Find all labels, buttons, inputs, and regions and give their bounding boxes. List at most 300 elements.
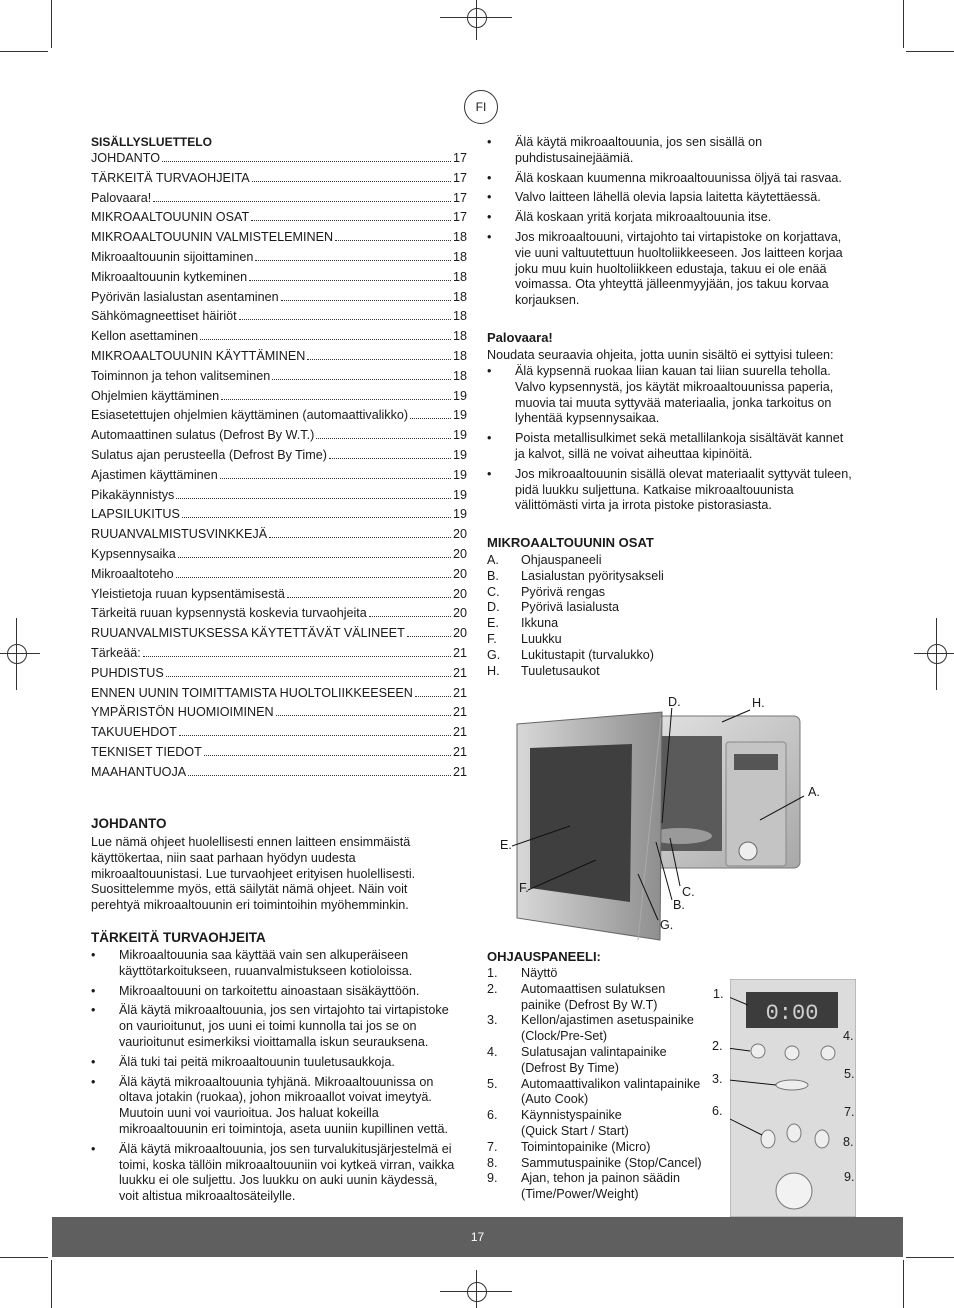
parts-list-item: [487, 553, 664, 569]
toc-entry: [91, 527, 467, 547]
intro-paragraph: [91, 835, 471, 914]
toc-leader-dots: [272, 379, 451, 380]
toc-entry: [91, 171, 467, 191]
panel-item-line: Sulatusajan valintapainike: [521, 1044, 667, 1059]
toc-entry-label: Ajastimen käyttäminen: [91, 467, 218, 482]
toc-entry-page: 20: [452, 626, 467, 641]
toc-leader-dots: [220, 478, 451, 479]
bullet-dot: •: [487, 135, 492, 149]
toc-entry-label: RUUANVALMISTUSVINKKEJÄ: [91, 527, 268, 542]
bullet-text: [515, 364, 833, 427]
panel-item-line: (Time/Power/Weight): [521, 1187, 639, 1202]
toc-entry-page: 17: [452, 190, 467, 205]
callout-g: G.: [660, 918, 674, 932]
toc-entry-page: 18: [452, 368, 467, 383]
toc-leader-dots: [153, 201, 451, 202]
toc-entry-page: 18: [452, 249, 467, 264]
bullet-text: [515, 210, 771, 226]
parts-item-label: Ikkuna: [521, 616, 559, 631]
toc-entry: [91, 408, 467, 428]
bullet-line: Älä koskaan yritä korjata mikroaaltouunia itse.: [515, 210, 772, 225]
panel-callout-8: 8.: [843, 1135, 854, 1149]
toc-entry-label: Pyörivän lasialustan asentaminen: [91, 289, 279, 304]
bullet-text: [515, 431, 843, 463]
parts-item-label: Tuuletusaukot: [521, 663, 600, 678]
toc-leader-dots: [182, 517, 451, 518]
toc-entry: [91, 329, 467, 349]
panel-item-text: [521, 982, 665, 1014]
panel-item-line: Sammutuspainike (Stop/Cancel): [521, 1155, 702, 1170]
bullet-line: joku muu kuin huoltoliikkeen edustaja, takuu ei ole enää: [515, 261, 827, 276]
parts-list-item: [487, 616, 664, 632]
toc-entry-page: 21: [452, 705, 467, 720]
toc-entry: [91, 230, 467, 250]
toc-leader-dots: [162, 161, 451, 162]
toc-entry-page: 21: [452, 685, 467, 700]
toc-entry-label: MAAHANTUOJA: [91, 764, 187, 779]
panel-item-line: Automaattivalikon valintapainike: [521, 1076, 701, 1091]
callout-h: H.: [752, 696, 765, 710]
registration-mark: [0, 653, 40, 654]
toc-entry-label: Kypsennysaika: [91, 546, 176, 561]
registration-mark: [467, 8, 487, 28]
panel-item-line: Kellon/ajastimen asetuspainike: [521, 1013, 694, 1028]
fire-list: [487, 364, 867, 518]
toc-entry-label: PUHDISTUS: [91, 665, 164, 680]
bullet-dot: •: [487, 466, 492, 481]
toc-entry-label: MIKROAALTOUUNIN KÄYTTÄMINEN: [91, 348, 306, 363]
panel-list-item: [487, 982, 702, 1014]
toc-entry: [91, 725, 467, 745]
toc-entry-page: 20: [452, 527, 467, 542]
toc-entry: [91, 547, 467, 567]
panel-item-key: 6.: [487, 1108, 498, 1123]
panel-callout-5: 5.: [844, 1067, 855, 1081]
toc-leader-dots: [287, 597, 451, 598]
toc-entry: [91, 765, 467, 785]
page-number: 17: [470, 1230, 485, 1244]
crop-mark: [0, 1257, 48, 1258]
bullet-dot: •: [487, 229, 492, 244]
toc-entry-page: 18: [452, 289, 467, 304]
toc-entry: [91, 349, 467, 369]
parts-item-label: Ohjauspaneeli: [521, 553, 602, 567]
footer-bar: [52, 1217, 903, 1257]
toc-entry-label: TAKUUEHDOT: [91, 725, 177, 740]
toc-entry-page: 21: [452, 764, 467, 779]
toc-entry-page: 18: [452, 309, 467, 324]
bullet-item: [91, 948, 467, 980]
toc-entry-page: 21: [452, 744, 467, 759]
parts-item-key: B.: [487, 568, 499, 583]
toc-leader-dots: [178, 557, 451, 558]
bullet-dot: •: [487, 431, 492, 446]
toc-leader-dots: [221, 399, 451, 400]
panel-item-text: [521, 1171, 680, 1203]
registration-mark: [7, 644, 27, 664]
toc-entry-label: MIKROAALTOUUNIN OSAT: [91, 210, 250, 225]
bullet-line: Älä koskaan kuumenna mikroaaltouunissa öljyä tai rasvaa.: [515, 170, 842, 185]
bullet-line: vaurioitunut esimerkiksi vioittamalla iskun seurauksena.: [119, 1034, 429, 1049]
panel-item-text: [521, 966, 557, 982]
bullet-line: oltava jotakin (ruokaa), johon mikroaallot voivat imeytyä.: [119, 1090, 432, 1105]
toc-entry: [91, 191, 467, 211]
safety-list-right: [487, 135, 867, 313]
language-badge: FI: [464, 90, 498, 124]
safety-list-left: [91, 948, 467, 1209]
parts-item-label: Lukitustapit (turvalukko): [521, 647, 654, 662]
toc-entry-page: 18: [452, 329, 467, 344]
panel-callout-9: 9.: [844, 1170, 855, 1184]
toc-leader-dots: [143, 656, 451, 657]
parts-list-item: [487, 632, 664, 648]
bullet-text: [515, 467, 852, 514]
bullet-line: ja kalvot, sillä ne voivat aiheuttaa kipinöitä.: [515, 446, 753, 461]
toc-entry-label: Palovaara!: [91, 190, 152, 205]
toc-entry-label: Mikroaaltouunin sijoittaminen: [91, 249, 254, 264]
toc-entry-label: TÄRKEITÄ TURVAOHJEITA: [91, 170, 250, 185]
panel-item-key: 5.: [487, 1076, 498, 1091]
parts-list: [487, 553, 664, 679]
toc-entry: [91, 151, 467, 171]
panel-item-key: 9.: [487, 1171, 498, 1186]
control-panel-photo: [730, 979, 856, 1217]
callout-a: A.: [808, 785, 820, 799]
toc-leader-dots: [249, 280, 451, 281]
toc-leader-dots: [166, 676, 451, 677]
toc-entry-label: Tärkeitä ruuan kypsennystä koskevia turvaohjeita: [91, 606, 367, 621]
display-readout: 0:00: [765, 1001, 819, 1026]
intro-line: käyttökertaa, niin saat parhaan hyödyn uudesta: [91, 850, 356, 865]
toc-leader-dots: [407, 636, 451, 637]
toc-entry-page: 19: [452, 408, 467, 423]
intro-line: mikroaaltouunistasi. Lue turvaohjeet erityisen huolellisesti.: [91, 866, 416, 881]
toc-entry-label: Mikroaaltouunin kytkeminen: [91, 269, 248, 284]
intro-line: Suosittelemme myös, että säilytät nämä ohjeet. Näin voit: [91, 882, 408, 897]
registration-mark: [927, 644, 947, 664]
toc-entry-label: Sähkömagneettiset häiriöt: [91, 309, 237, 324]
panel-list-item: [487, 1156, 702, 1172]
bullet-line: mikroaaltouunin eri toimintoja, aseta uuniin kupillinen vettä.: [119, 1121, 449, 1136]
toc-entry-label: Esiasetettujen ohjelmien käyttäminen (automaattivalikko): [91, 408, 409, 423]
toc-entry: [91, 210, 467, 230]
door-window: [530, 744, 632, 902]
bullet-line: Valvo laitteen lähellä olevia lapsia laitetta käytettäessä.: [515, 190, 821, 205]
toc-entry-page: 17: [452, 151, 467, 165]
intro-line: perehtyä mikroaaltouunin eri toimintoihin myöhemminkin.: [91, 898, 409, 913]
bullet-line: vie uuni valtuutettuun huoltoliikkeeseen. Jos laitteen korjaa: [515, 245, 843, 260]
bullet-line: lyhentää kypsennysaikaa.: [515, 411, 660, 426]
fire-heading: Palovaara!: [487, 330, 553, 345]
panel-item-line: Toimintopainike (Micro): [521, 1139, 651, 1154]
bullet-text: [515, 171, 842, 187]
toc-entry: [91, 646, 467, 666]
bullet-text: [119, 948, 412, 980]
parts-item-key: C.: [487, 584, 500, 599]
panel-item-text: [521, 1108, 629, 1140]
bullet-dot: •: [91, 1141, 96, 1156]
toc-leader-dots: [335, 240, 451, 241]
parts-item-label: Lasialustan pyöritysakseli: [521, 568, 664, 583]
panel-item-line: (Defrost By Time): [521, 1060, 619, 1075]
parts-list-item: [487, 664, 664, 680]
toc-entry: [91, 587, 467, 607]
toc-entry-page: 18: [452, 269, 467, 284]
toc-entry: [91, 745, 467, 765]
panel-item-text: [521, 1013, 694, 1045]
parts-item-label: Pyörivä lasialusta: [521, 600, 619, 615]
bullet-text: [119, 1055, 395, 1071]
stop-button: [815, 1130, 829, 1148]
start-button: [761, 1130, 775, 1148]
bullet-line: Poista metallisulkimet sekä metallilankoja sisältävät kannet: [515, 431, 844, 446]
toc-entry-page: 20: [452, 606, 467, 621]
safety-heading: TÄRKEITÄ TURVAOHJEITA: [91, 930, 266, 945]
toc-leader-dots: [307, 359, 451, 360]
toc-entry-page: 19: [452, 467, 467, 482]
toc-entry: [91, 468, 467, 488]
toc-entry: [91, 488, 467, 508]
panel-list-item: [487, 1045, 702, 1077]
parts-item-key: F.: [487, 631, 497, 646]
bullet-item: [91, 1142, 467, 1205]
toc-entry-label: Automaattinen sulatus (Defrost By W.T.): [91, 428, 315, 443]
toc-entry-page: 17: [452, 170, 467, 185]
panel-item-key: 3.: [487, 1013, 498, 1028]
bullet-dot: •: [487, 210, 492, 225]
bullet-line: Älä käytä mikroaaltouunia, jos sen sisällä on: [515, 135, 763, 149]
callout-b: B.: [673, 898, 685, 912]
toc-entry-page: 19: [452, 507, 467, 522]
parts-list-item: [487, 600, 664, 616]
toc-entry: [91, 290, 467, 310]
bullet-dot: •: [487, 170, 492, 185]
toc-entry: [91, 686, 467, 706]
bullet-line: voimassa. Ota yhteyttä jälleenmyyjään, jos takuu korvaa: [515, 277, 829, 292]
panel-item-key: 4.: [487, 1044, 498, 1059]
bullet-line: Älä käytä mikroaaltouunia tyhjänä. Mikroaaltouunissa on: [119, 1074, 434, 1089]
toc-entry-label: RUUANVALMISTUKSESSA KÄYTETTÄVÄT VÄLINEET: [91, 626, 405, 641]
toc-entry-page: 18: [452, 230, 467, 245]
clock-preset-button: [785, 1046, 799, 1060]
toc-leader-dots: [176, 577, 451, 578]
bullet-item: [487, 431, 867, 463]
defrost-time-button: [821, 1046, 835, 1060]
parts-item-key: D.: [487, 600, 500, 615]
bullet-text: [119, 1075, 448, 1138]
panel-item-line: Käynnistyspainike: [521, 1108, 622, 1123]
panel-item-text: [521, 1156, 702, 1172]
bullet-line: puhdistusainejäämiä.: [515, 150, 634, 165]
dial: [739, 842, 757, 860]
panel-item-key: 1.: [487, 966, 498, 980]
bullet-dot: •: [487, 364, 492, 378]
bullet-item: [487, 171, 867, 187]
panel-list-item: [487, 1013, 702, 1045]
panel-item-line: (Clock/Pre-Set): [521, 1029, 608, 1044]
toc-entry: [91, 428, 467, 448]
toc-entry: [91, 448, 467, 468]
bullet-line: luukku ei ole suljettu. Jos luukku on auki uunin käydessä,: [119, 1173, 438, 1188]
intro-line: Lue nämä ohjeet huolellisesti ennen laitteen ensimmäistä: [91, 835, 411, 849]
toc-leader-dots: [276, 715, 451, 716]
panel-item-line: Ajan, tehon ja painon säädin: [521, 1171, 680, 1186]
toc-leader-dots: [316, 438, 451, 439]
bullet-dot: •: [91, 1003, 96, 1018]
panel-list-item: [487, 966, 702, 982]
toc-leader-dots: [410, 418, 451, 419]
crop-mark: [903, 0, 904, 48]
bullet-line: korjauksen.: [515, 293, 580, 308]
callout-d: D.: [668, 695, 681, 709]
bullet-dot: •: [91, 948, 96, 962]
toc-entry-page: 18: [452, 348, 467, 363]
toc-leader-dots: [281, 300, 451, 301]
bullet-text: [515, 230, 843, 309]
bullet-text: [515, 190, 821, 206]
bullet-line: voit altistua mikroaaltosäteilylle.: [119, 1189, 296, 1204]
panel-item-line: (Quick Start / Start): [521, 1123, 629, 1138]
panel-heading: OHJAUSPANEELI:: [487, 949, 601, 964]
panel-item-line: Näyttö: [521, 966, 558, 980]
bullet-item: [487, 230, 867, 309]
microwave-photo: [512, 708, 812, 944]
bullet-item: [91, 984, 467, 1000]
panel-list-item: [487, 1171, 702, 1203]
bullet-dot: •: [91, 1054, 96, 1069]
bullet-item: [487, 364, 867, 427]
panel-list-item: [487, 1140, 702, 1156]
bullet-line: muovia tai muuta syttyvää materiaalia, jonka tarkoitus on: [515, 395, 832, 410]
toc-entry-label: MIKROAALTOUUNIN VALMISTELEMINEN: [91, 230, 334, 245]
bullet-line: Älä tuki tai peitä mikroaaltouunin tuuletusaukkoja.: [119, 1054, 395, 1069]
toc-entry-label: Ohjelmien käyttäminen: [91, 388, 220, 403]
panel-item-line: Automaattisen sulatuksen: [521, 981, 666, 996]
toc-entry-page: 21: [452, 645, 467, 660]
bullet-dot: •: [487, 190, 492, 205]
crop-mark: [51, 0, 52, 48]
bullet-line: on vaurioitunut, jos uuni ei toimi kunnolla tai jos se on: [119, 1019, 417, 1034]
toc-leader-dots: [329, 458, 451, 459]
panel-item-line: (Auto Cook): [521, 1092, 589, 1107]
toc-entry-label: Tärkeää:: [91, 645, 141, 660]
toc-leader-dots: [204, 755, 451, 756]
panel-item-key: 8.: [487, 1155, 498, 1170]
defrost-weight-button: [751, 1044, 765, 1058]
bullet-item: [91, 1075, 467, 1138]
parts-item-key: A.: [487, 553, 499, 567]
registration-mark: [914, 653, 954, 654]
panel-item-text: [521, 1045, 667, 1077]
toc-entry-label: YMPÄRISTÖN HUOMIOIMINEN: [91, 705, 274, 720]
bullet-text: [515, 135, 762, 167]
time-power-weight-dial: [776, 1173, 812, 1209]
toc-entry-page: 20: [452, 546, 467, 561]
parts-list-item: [487, 648, 664, 664]
bullet-line: välittömästi virta ja irrota pistoke pistorasiasta.: [515, 498, 772, 513]
toc-entry-page: 20: [452, 586, 467, 601]
bullet-dot: •: [91, 983, 96, 998]
panel-list: [487, 966, 702, 1203]
parts-item-label: Pyörivä rengas: [521, 584, 605, 599]
bullet-item: [487, 190, 867, 206]
toc-entry: [91, 309, 467, 329]
toc-entry: [91, 705, 467, 725]
toc-leader-dots: [252, 181, 451, 182]
panel-item-text: [521, 1140, 650, 1156]
toc-entry-page: 19: [452, 487, 467, 502]
toc-entry: [91, 626, 467, 646]
parts-list-item: [487, 569, 664, 585]
bullet-item: [91, 1003, 467, 1050]
toc-entry-label: LAPSILUKITUS: [91, 507, 180, 522]
crop-mark: [51, 1260, 52, 1308]
panel-callout-2: 2.: [712, 1039, 723, 1053]
parts-item-key: E.: [487, 616, 499, 631]
registration-mark: [467, 1282, 487, 1302]
bullet-line: Jos mikroaaltouunin sisällä olevat materiaalit syttyvät tuleen,: [515, 466, 852, 481]
table-of-contents: [91, 151, 467, 785]
toc-entry-page: 19: [452, 388, 467, 403]
toc-entry-label: Mikroaaltoteho: [91, 566, 174, 581]
toc-entry-label: Pikakäynnistys: [91, 487, 175, 502]
registration-mark: [936, 618, 937, 690]
crop-mark: [906, 1257, 954, 1258]
toc-leader-dots: [200, 339, 451, 340]
toc-entry-label: TEKNISET TIEDOT: [91, 744, 202, 759]
toc-entry-label: JOHDANTO: [91, 151, 161, 165]
toc-entry-label: Yleistietoja ruuan kypsentämisestä: [91, 586, 285, 601]
parts-list-item: [487, 585, 664, 601]
crop-mark: [903, 1260, 904, 1308]
callout-e: E.: [500, 838, 512, 852]
toc-leader-dots: [269, 537, 451, 538]
bullet-line: Muutoin uuni voi vaurioitua. Jos haluat kokeilla: [119, 1106, 379, 1121]
registration-mark: [16, 618, 17, 690]
panel-item-text: [521, 1077, 700, 1109]
intro-heading: JOHDANTO: [91, 816, 167, 831]
toc-leader-dots: [369, 616, 451, 617]
toc-leader-dots: [239, 319, 451, 320]
bullet-dot: •: [91, 1074, 96, 1089]
panel-callout-1: 1.: [713, 987, 724, 1001]
bullet-item: [487, 210, 867, 226]
toc-entry-label: ENNEN UUNIN TOIMITTAMISTA HUOLTOLIIKKEESEEN: [91, 685, 413, 700]
bullet-item: [487, 467, 867, 514]
micro-button: [787, 1124, 801, 1142]
toc-leader-dots: [251, 220, 451, 221]
panel-callout-7: 7.: [844, 1105, 855, 1119]
toc-entry-page: 19: [452, 447, 467, 462]
display-window: [734, 754, 778, 770]
bullet-item: [91, 1055, 467, 1071]
panel-list-item: [487, 1077, 702, 1109]
registration-mark: [476, 0, 477, 40]
bullet-line: Älä käytä mikroaaltouunia, jos sen turvalukitusjärjestelmä ei: [119, 1141, 452, 1156]
toc-entry: [91, 250, 467, 270]
crop-mark: [906, 51, 954, 52]
auto-cook-button: [776, 1080, 808, 1090]
toc-leader-dots: [255, 260, 451, 261]
toc-leader-dots: [415, 696, 451, 697]
toc-entry: [91, 389, 467, 409]
bullet-line: Mikroaaltouuni on tarkoitettu ainoastaan sisäkäyttöön.: [119, 983, 420, 998]
toc-entry-page: 21: [452, 665, 467, 680]
registration-mark: [476, 1270, 477, 1308]
parts-item-key: H.: [487, 663, 500, 678]
toc-entry-page: 19: [452, 428, 467, 443]
bullet-text: [119, 1142, 454, 1205]
